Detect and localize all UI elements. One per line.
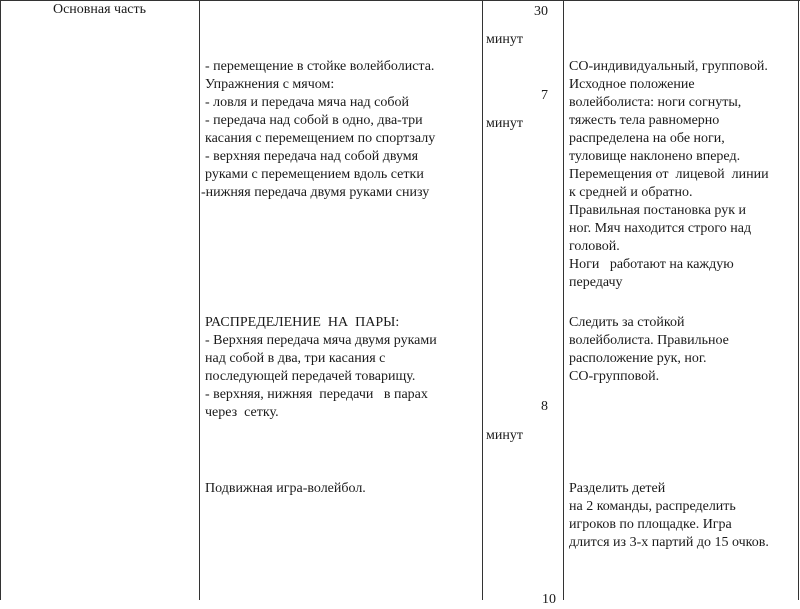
content-line: - верхняя, нижняя передачи в парах bbox=[205, 387, 428, 402]
content-line: руками с перемещением вдоль сетки bbox=[205, 167, 424, 182]
content-line: - перемещение в стойке волейболиста. bbox=[205, 59, 435, 74]
note-line: передачу bbox=[569, 275, 623, 290]
column-border-left bbox=[0, 0, 1, 600]
time-value: 8 bbox=[541, 399, 548, 414]
content-line: - верхняя передача над собой двумя bbox=[205, 149, 419, 164]
note-line: длится из 3-х партий до 15 очков. bbox=[569, 535, 769, 550]
time-value: 10 bbox=[542, 592, 556, 607]
content-line: Подвижная игра-волейбол. bbox=[205, 481, 366, 496]
note-line: расположение рук, ног. bbox=[569, 351, 707, 366]
note-line: Следить за стойкой bbox=[569, 315, 685, 330]
time-unit: минут bbox=[486, 116, 523, 131]
content-line: через сетку. bbox=[205, 405, 279, 420]
note-line: Ноги работают на каждую bbox=[569, 257, 734, 272]
column-border-3 bbox=[563, 0, 564, 600]
content-line: касания с перемещением по спортзалу bbox=[205, 131, 436, 146]
content-line: над собой в два, три касания с bbox=[205, 351, 386, 366]
column-border-1 bbox=[199, 0, 200, 600]
note-line: на 2 команды, распределить bbox=[569, 499, 736, 514]
note-line: к средней и обратно. bbox=[569, 185, 693, 200]
column-border-2 bbox=[482, 0, 483, 600]
time-unit: минут bbox=[486, 32, 523, 47]
note-line: Правильная постановка рук и bbox=[569, 203, 747, 218]
note-line: СО-индивидуальный, групповой. bbox=[569, 59, 768, 74]
content-line: - ловля и передача мяча над собой bbox=[205, 95, 409, 110]
note-line: Исходное положение bbox=[569, 77, 695, 92]
content-line: - Верхняя передача мяча двумя руками bbox=[205, 333, 437, 348]
content-line: -нижняя передача двумя руками снизу bbox=[201, 185, 430, 200]
note-line: СО-групповой. bbox=[569, 369, 660, 384]
time-value: 7 bbox=[541, 88, 548, 103]
note-line: туловище наклонено вперед. bbox=[569, 149, 741, 164]
content-line: последующей передачей товарищу. bbox=[205, 369, 416, 384]
section-title: Основная часть bbox=[52, 2, 147, 17]
note-line: волейболиста: ноги согнуты, bbox=[569, 95, 742, 110]
note-line: Разделить детей bbox=[569, 481, 666, 496]
note-line: волейболиста. Правильное bbox=[569, 333, 729, 348]
content-line: - передача над собой в одно, два-три bbox=[205, 113, 423, 128]
column-border-right bbox=[798, 0, 799, 600]
note-line: распределена на обе ноги, bbox=[569, 131, 725, 146]
content-line: РАСПРЕДЕЛЕНИЕ НА ПАРЫ: bbox=[205, 315, 400, 330]
note-line: Перемещения от лицевой линии bbox=[569, 167, 769, 182]
note-line: головой. bbox=[569, 239, 620, 254]
note-line: ног. Мяч находится строго над bbox=[569, 221, 752, 236]
content-line: Упражнения с мячом: bbox=[205, 77, 335, 92]
time-value: 30 bbox=[534, 4, 548, 19]
time-unit: минут bbox=[486, 428, 523, 443]
note-line: игроков по площадке. Игра bbox=[569, 517, 732, 532]
note-line: тяжесть тела равномерно bbox=[569, 113, 720, 128]
